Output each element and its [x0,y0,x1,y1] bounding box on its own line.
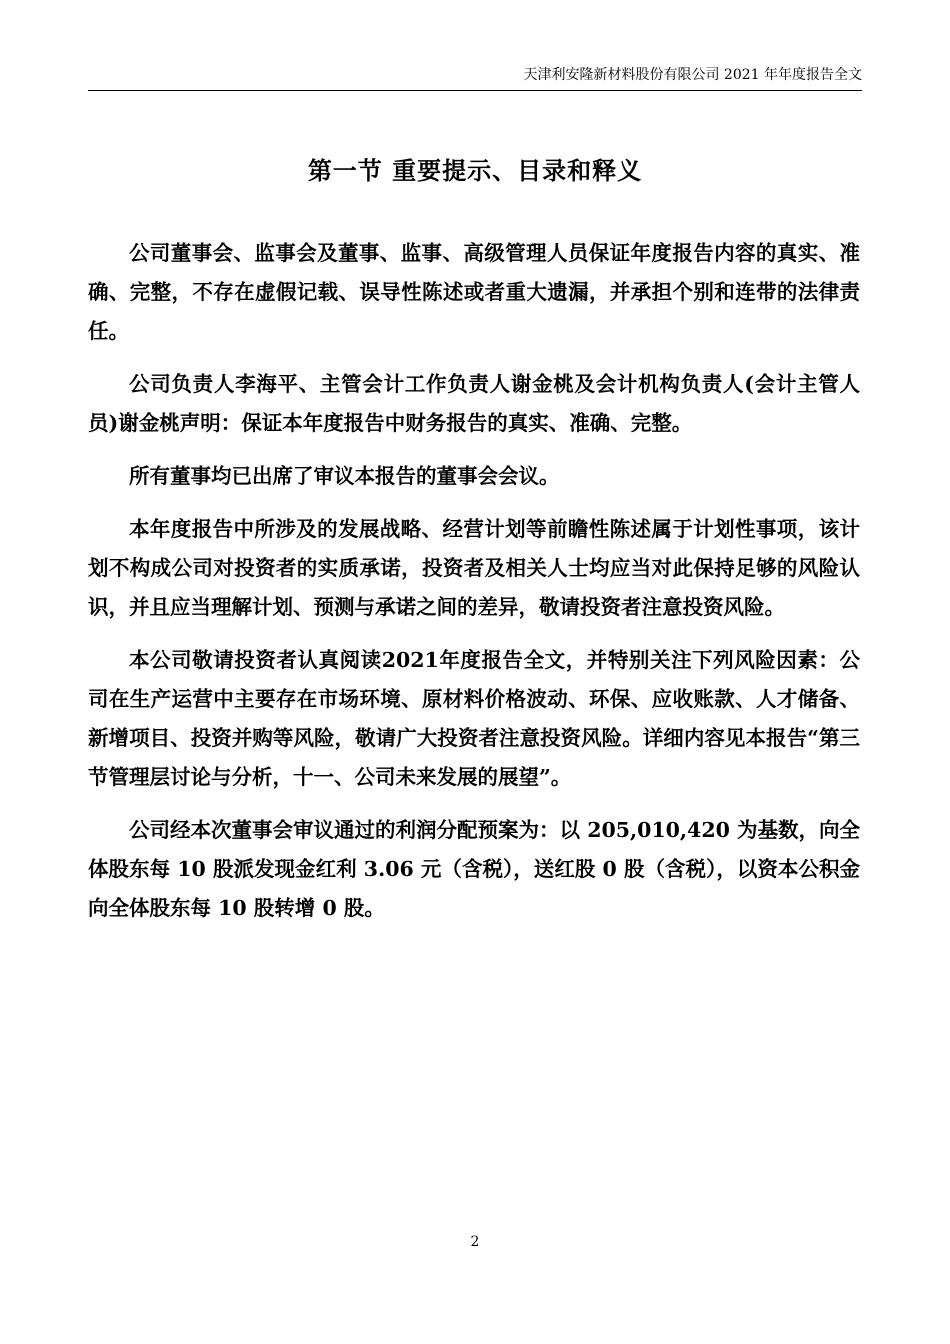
section-title: 第一节 重要提示、目录和释义 [307,156,643,185]
paragraph-board-attendance: 所有董事均已出席了审议本报告的董事会会议。 [129,464,560,488]
paragraph-responsibility-statement: 公司董事会、监事会及董事、监事、高级管理人员保证年度报告内容的真实、准确、完整，不存在虚假记载、误导性陈述或者重大遗漏，并承担个别和连带的法律责任。 [88,241,860,343]
paragraph-financial-declaration: 公司负责人李海平、主管会计工作负责人谢金桃及会计机构负责人(会计主管人员)谢金桃声明：保证本年度报告中财务报告的真实、准确、完整。 [88,372,860,435]
paragraph-risk-factors: 本公司敬请投资者认真阅读2021年度报告全文，并特别关注下列风险因素：公司在生产运营中主要存在市场环境、原材料价格波动、环保、应收账款、人才储备、新增项目、投资并购等风险，敬请广大投资者注意投资风险。详细内容见本报告“第三节管理层讨论与分析，十一、公司未来发展的展望”。 [88,648,860,789]
document-body [88,234,860,942]
header-title: 天津利安隆新材料股份有限公司 2021 年年度报告全文 [523,67,862,83]
page-number: 2 [470,1234,480,1250]
paragraph-forward-looking: 本年度报告中所涉及的发展战略、经营计划等前瞻性陈述属于计划性事项，该计划不构成公司对投资者的实质承诺，投资者及相关人士均应当对此保持足够的风险认识，并且应当理解计划、预测与承诺之间的差异，敬请投资者注意投资风险。 [88,517,860,619]
page-header [88,62,862,91]
paragraph-profit-distribution: 公司经本次董事会审议通过的利润分配预案为：以 205,010,420 为基数，向全体股东每 10 股派发现金红利 3.06 元（含税），送红股 0 股（含税），以资本公积金向全体股东每 10 股转增 0 股。 [88,818,860,920]
